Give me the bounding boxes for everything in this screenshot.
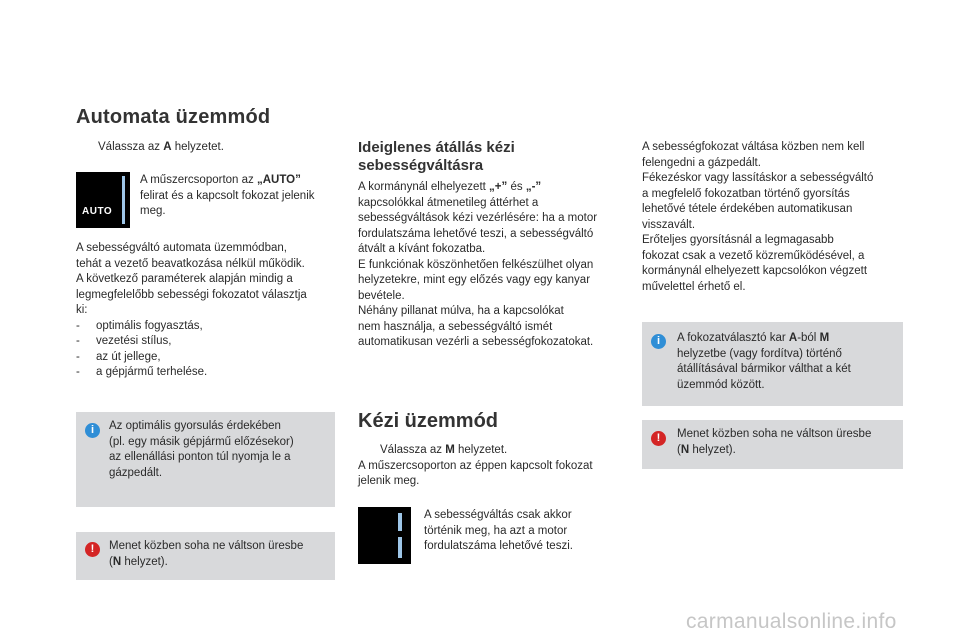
list-item: - optimális fogyasztás,	[76, 319, 203, 332]
list-item: - vezetési stílus,	[76, 335, 172, 347]
manual-display-bar-bottom	[398, 537, 402, 558]
warning-box-neutral: ! Menet közben soha ne váltson üresbe (N helyzet).	[76, 532, 335, 580]
info-icon: i	[651, 334, 666, 349]
auto-display-gear-bar	[122, 176, 125, 224]
manual-step: Válassza az M helyzetet. A műszercsoporton az éppen kapcsolt fokozat jelenik meg.	[358, 444, 593, 487]
section-title-temporary-manual: Ideiglenes átállás kézi sebességváltásra	[358, 139, 515, 174]
manual-display-bar-top	[398, 513, 402, 531]
info-box-mode-switch: i A fokozatválasztó kar A-ból M helyzetbe (vagy fordítva) történő átállításával bármikor válthat a két üzemmód között.	[642, 322, 903, 406]
select-a-step: Válassza az A helyzetet.	[98, 141, 224, 153]
instrument-auto-display	[76, 172, 130, 228]
instrument-manual-display	[358, 507, 411, 564]
automatic-description: A sebességváltó automata üzemmódban, tehát a vezető beavatkozása nélkül működik. A következő paraméterek alapján mindig a legmegfelelőbb sebességi fokozatot választja ki: - optimális fogyasztás, - vezetési stílus, - az út jellege, - a gépjármű terhelése.	[76, 241, 307, 381]
auto-display-label: AUTO	[82, 206, 113, 217]
warning-box-neutral-2: ! Menet közben soha ne váltson üresbe (N helyzet).	[642, 420, 903, 469]
manual-display-text: A sebességváltás csak akkor történik meg, ha azt a motor fordulatszáma lehetővé teszi.	[424, 509, 573, 552]
watermark: carmanualsonline.info	[686, 610, 897, 633]
auto-display-text: A műszercsoporton az „AUTO” felirat és a kapcsolt fokozat jelenik meg.	[140, 174, 315, 217]
section-title-automatic: Automata üzemmód	[76, 106, 271, 128]
list-item: - a gépjármű terhelése.	[76, 366, 208, 378]
info-icon: i	[85, 423, 100, 438]
info-box-acceleration: i Az optimális gyorsulás érdekében (pl. egy másik gépjármű előzésekor) az ellenállási ponton túl nyomja le a gázpedált.	[76, 412, 335, 507]
gear-change-description: A sebességfokozat váltása közben nem kell felengedni a gázpedált. Fékezéskor vagy lassításkor a sebességváltó a megfelelő fokozatban történő gyorsítás lehetővé tétele érdekében automatikusan visszavált. Erőteljes gyorsításnál a legmagasabb fokozat csak a vezető közreműködésével, a kormánynál elhelyezett kapcsolókon végzett művelettel érhető el.	[642, 141, 874, 293]
list-item: - az út jellege,	[76, 350, 161, 363]
warning-icon: !	[651, 431, 666, 446]
warning-icon: !	[85, 542, 100, 557]
temporary-manual-description: A kormánynál elhelyezett „+” és „-” kapcsolókkal átmenetileg áttérhet a sebességváltások kézi vezérlésére: ha a motor fordulatszáma lehetővé teszi, a sebességváltó átvált a kívánt fokozatba. E funkciónak köszönhetően felkészülhet olyan helyzetekre, mint egy előzés vagy egy kanyar bevétele. Néhány pillanat múlva, ha a kapcsolókat nem használja, a sebességváltó ismét automatikusan vezérli a sebességfokozatokat.	[358, 181, 598, 348]
section-title-manual: Kézi üzemmód	[358, 410, 499, 432]
